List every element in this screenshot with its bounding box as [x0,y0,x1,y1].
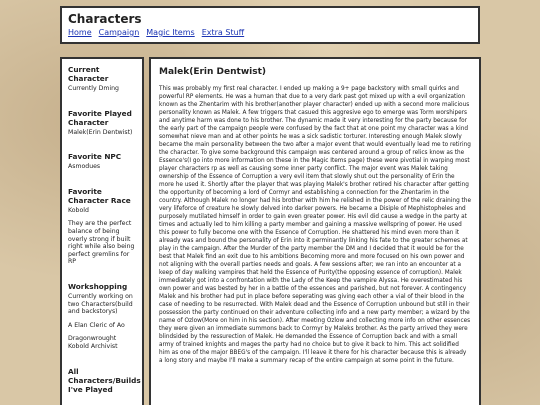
nav-link-extra-stuff[interactable]: Extra Stuff [201,28,245,37]
favorite-played-heading: Favorite Played Character [68,108,132,127]
character-story: This was probably my first real character. I ended up making a 9+ page backstory with small quirks and powerful RP elements. He was a human that due to a very dark past got mixed up with a evil organization known as the Zhentarim with his brother(another player character) ended up with a second more malicious personality known as Malek. A few triggers that casued this aggresive ego to emerge was Torm worshipers and anytime harm was done to his brother. The dynamic made it very interesting for the party because for the early part of the campaign people were confused by the fact that at one point my character was a kind somewhat nieve man and at other points he was a sick sadistic torturer. Interesting enough Malek slowly became the main personality between the two after a major event that would eventually lead me to retiring the character. To give some background this campaign was centered around a group of relics know as the Essence's(I go into more information on these in the Magic Items page) these were pivotial in warping most player characters rp as well as causing some inner party conflict. The major event was Malek taking ownership of the Essence of Corruption a very evil item that slowly shut out the personality of Erin the more he used it. Shortly after the player that was playing Malek's brother retired his character after getting the opportunity of becoming a lord of Cormyr and establishing a connection for the Zhentarim in the country. Although Malek no longer had his brother with him he relished in the power of the relic draining the very lifeforce of creature he slowly delved into darker powers. He became a Disiple of Mephistopheles and purposely mutilated himself in order to gain even greater power. His evil did cause a wedge in the party at times and actually led to him killing a party member and gaining a massive wellspring of power. He used this power to fully become one with the Essence of Corruption. He shattered his mind even more than it already was and bound the personality of Erin into it perminantly linking his fate to the greater schemes at play in the campaign. After the Murder of the party member the DM and I decided that it would be for the best that Malek find an exit due to his ambitions Becoming more and more focused on his own power and not aligning with the overall parties needs and goals. A few sessions after; we ran into an encounter at a keep of day walking vampires that held the Essence of Purity(the opposing essence of corruption). Malek immediately got into a confrontation with the Lady of the Keep the vampire Alyssa. He overestimated his own power and was bested by her in a battle of the essences and parished, but not forever. A contingency Malek and his brother had put in place before seperating was giving each other a vial of their blood in the case of needing to be resurrected. With Malek dead and the Essence of Corruption unbound but still in their possession the party continued on their adventure collecting info and a new party member; a wizard by the name of Ozlow(More on him in his section). After meeting Ozlow and collecting more info on other essences they were given an immediate summons back to Cormyr by Maleks brother. As the party arrived they were blindsided by the ressurection of Malek. He demanded the Essence of Corruption back and with a small army of trained knights and mages the party had no choice but to give it back to him. This act solidified him as one of the major BBEG's of the campaign. I'll leave it there for his character because this is already a long story and maybe I'll make a summary recap of the entire campaign at some point in the future. [159,86,471,364]
workshopping-heading: Workshopping [68,281,128,291]
site-header [60,6,480,44]
current-character-text: Currently Dming [68,85,119,92]
character-title: Malek(Erin Dentwist) [159,67,266,77]
workshop-item-1: A Elan Cleric of Ao [68,321,125,329]
workshopping-note: Currently working on two Characters(build and backstorys) [68,292,133,316]
favorite-race-text: Kobold [68,206,89,214]
sidebar [60,57,144,405]
nav-link-campaign[interactable]: Campaign [98,28,140,37]
favorite-played-text: Malek(Erin Dentwist) [68,128,133,136]
workshop-item-2: Dragonwrought Kobold Archivist [68,335,118,350]
main-content [149,57,481,405]
nav-link-magic-items[interactable]: Magic Items [146,28,195,37]
race-note-text: They are the perfect balance of being overly strong if built right while also being perfect gremlins for RP [68,220,135,266]
favorite-npc-text: Asmodues [68,163,101,171]
nav-link-home[interactable]: Home [68,28,92,37]
all-characters-heading: All Characters/Builds I've Played [68,366,141,394]
favorite-npc-heading: Favorite NPC [68,152,122,162]
favorite-race-heading: Favorite Character Race [68,186,131,205]
main-nav [68,28,472,38]
site-title: Characters [68,12,142,26]
current-character-heading: Current Character [68,65,109,83]
